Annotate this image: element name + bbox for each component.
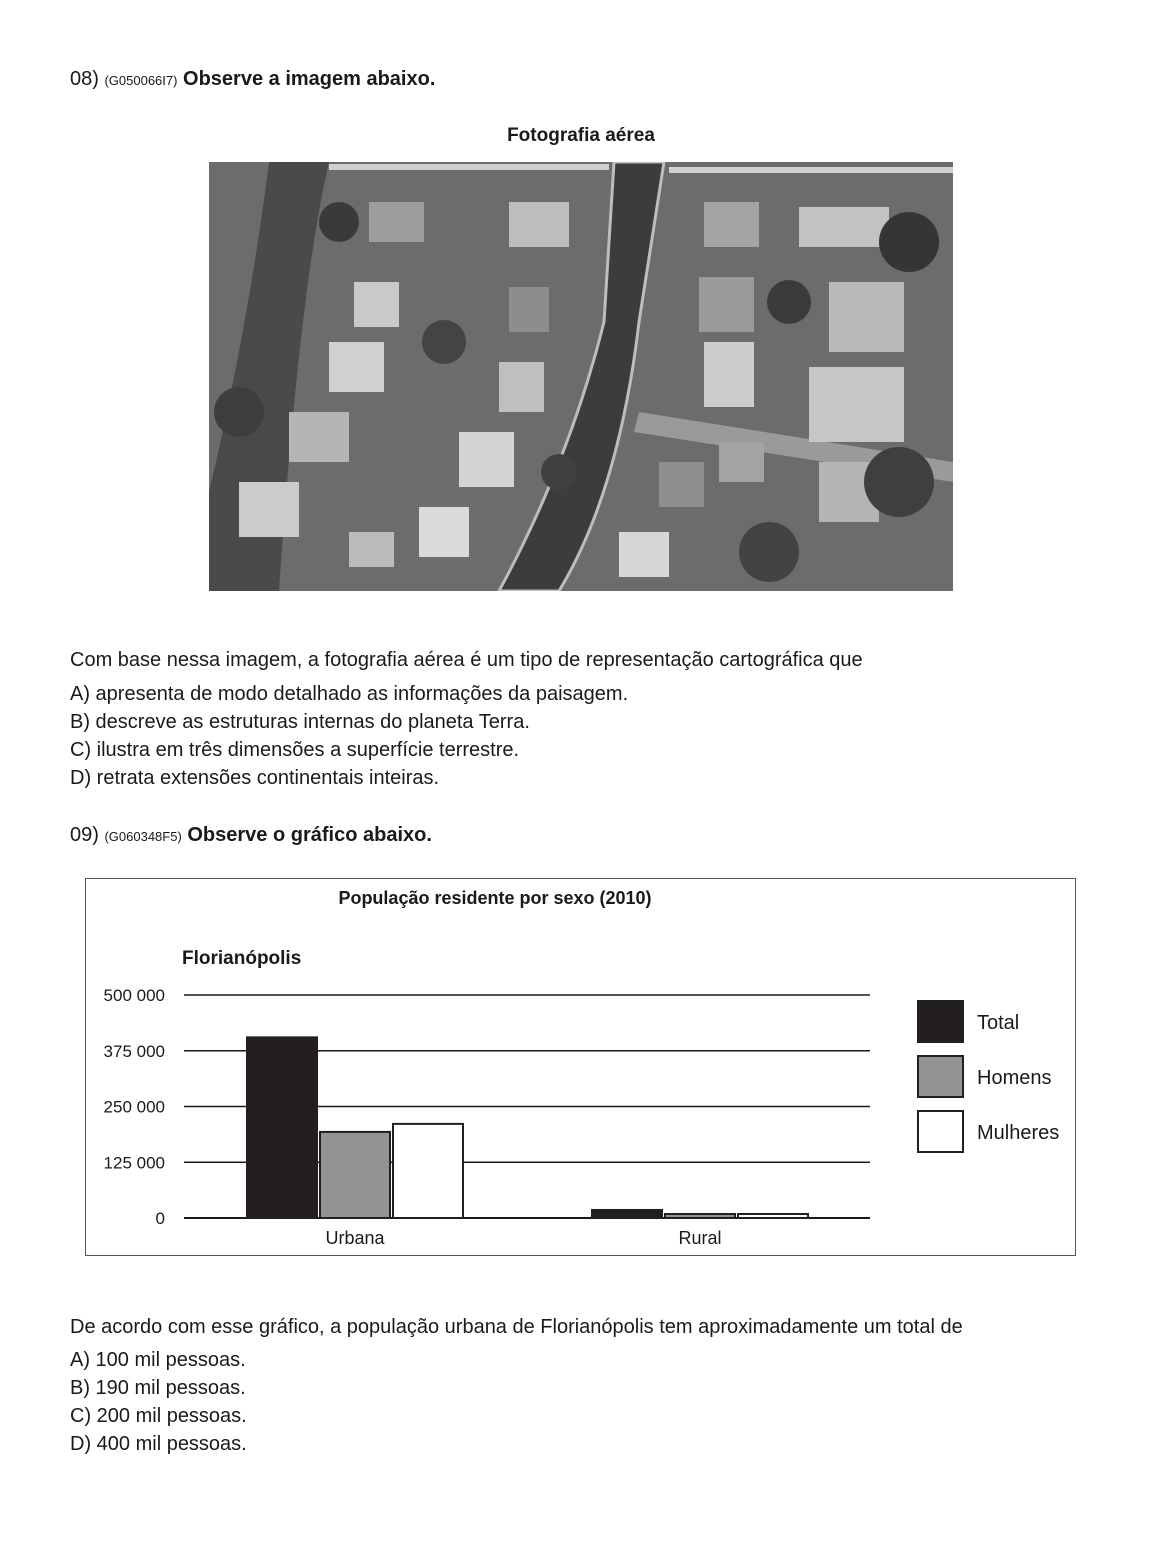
option-c[interactable]: C) ilustra em três dimensões a superfície terrestre. [70,739,520,761]
option-d[interactable]: D) 400 mil pessoas. [70,1433,247,1455]
question-number: 08) [70,68,99,90]
aerial-photo [209,162,953,591]
legend-label-mulheres: Mulheres [977,1122,1060,1144]
figure-title: Fotografia aérea [507,125,655,146]
bar-homens-rural [665,1214,735,1218]
x-tick-label: Rural [678,1228,722,1248]
option-d[interactable]: D) retrata extensões continentais inteiras. [70,767,440,789]
population-bar-chart [85,878,1076,1256]
option-b[interactable]: B) descreve as estruturas internas do planeta Terra. [70,711,530,733]
question-08-header [70,68,435,91]
bar-homens-urbana [320,1132,390,1218]
question-code: (G060348F5) [104,829,182,844]
legend-swatch-homens [918,1056,963,1097]
legend-swatch-total [918,1001,963,1042]
bar-total-rural [592,1210,662,1218]
option-a[interactable]: A) 100 mil pessoas. [70,1349,246,1371]
chart-subtitle: Florianópolis [182,948,302,969]
option-a[interactable]: A) apresenta de modo detalhado as informações da paisagem. [70,683,629,705]
question-08-stem: Com base nessa imagem, a fotografia aérea é um tipo de representação cartográfica que [70,649,863,671]
question-number: 09) [70,824,99,846]
question-09-header [70,824,432,847]
option-c[interactable]: C) 200 mil pessoas. [70,1405,247,1427]
question-code: (G050066I7) [104,73,178,88]
legend-label-homens: Homens [977,1067,1052,1089]
x-tick-label: Urbana [325,1228,385,1248]
question-instruction: Observe a imagem abaixo. [183,68,436,90]
chart-title: População residente por sexo (2010) [338,888,652,908]
legend-swatch-mulheres [918,1111,963,1152]
question-09-stem: De acordo com esse gráfico, a população urbana de Florianópolis tem aproximadamente um total de [70,1316,963,1338]
bar-mulheres-rural [738,1214,808,1218]
legend-label-total: Total [977,1012,1020,1034]
option-b[interactable]: B) 190 mil pessoas. [70,1377,246,1399]
y-tick-label: 375 000 [103,1041,165,1061]
question-09-options [70,1346,247,1458]
bar-total-urbana [247,1037,317,1218]
y-tick-label: 500 000 [103,986,165,1005]
y-tick-label: 125 000 [103,1153,165,1173]
y-tick-label: 0 [155,1209,165,1228]
question-instruction: Observe o gráfico abaixo. [187,824,432,846]
y-tick-label: 250 000 [103,1097,165,1117]
question-08-options [70,680,628,792]
bar-mulheres-urbana [393,1124,463,1218]
